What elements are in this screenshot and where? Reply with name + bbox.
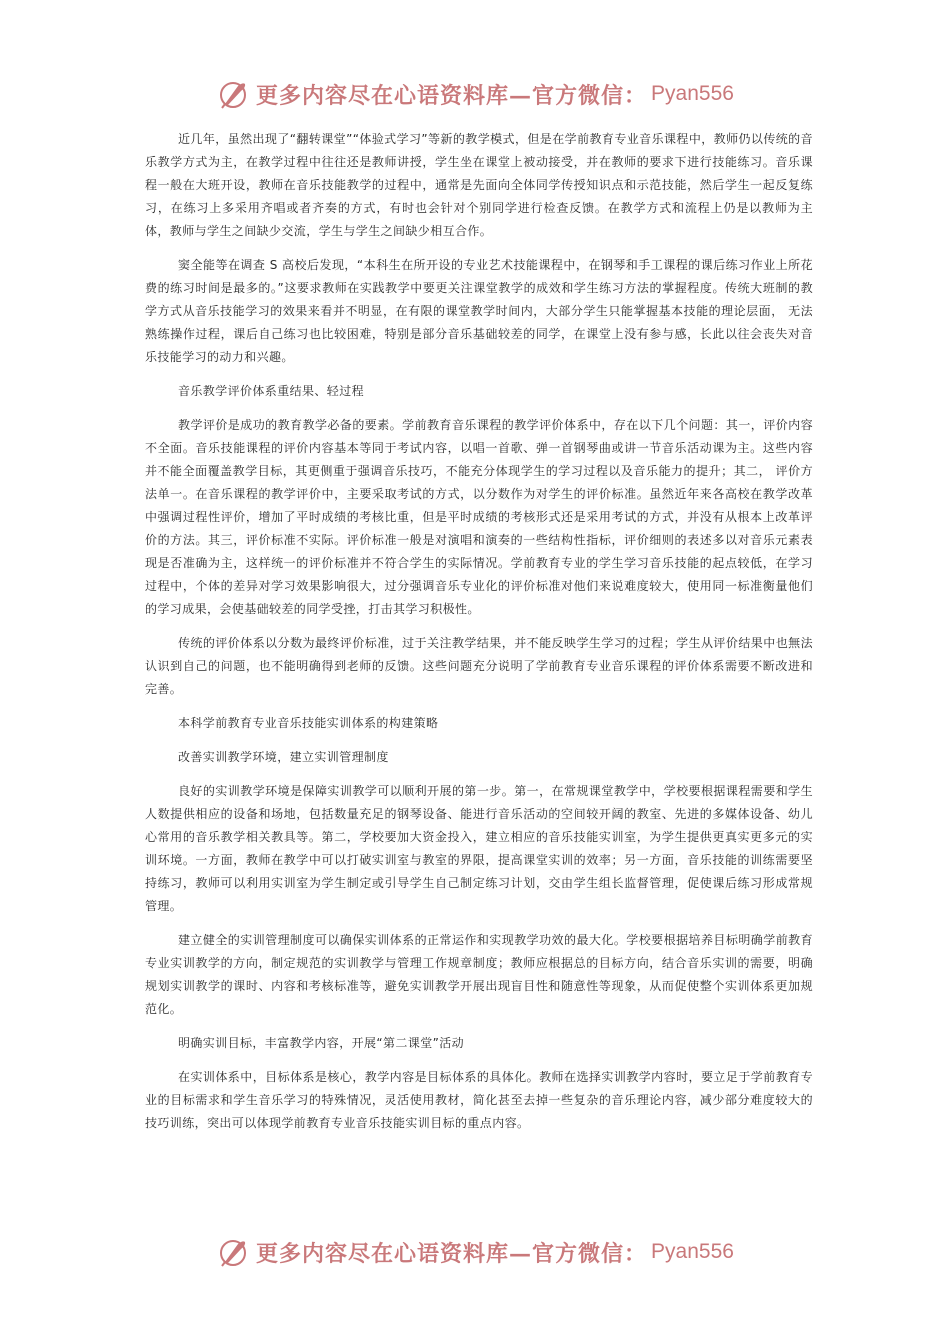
section-heading: 本科学前教育专业音乐技能实训体系的构建策略 bbox=[178, 716, 439, 730]
paragraph: 在实训体系中，目标体系是核心，教学内容是目标体系的具体化。教师在选择实训教学内容时，要立足于学前教育专业的目标需求和学生音乐学习的特殊情况，灵活使用教材，简化甚至去掉一些复杂的音乐理论内容，减少部分难度较大的技巧训练，突出可以体现学前教育专业音乐技能实训目标的重点内容。 bbox=[145, 1070, 813, 1130]
banner-wechat-id: Pyan556 bbox=[651, 1240, 734, 1263]
paragraph: 教学评价是成功的教育教学必备的要素。学前教育音乐课程的教学评价体系中，存在以下几个问题：其一，评价内容不全面。音乐技能课程的评价内容基本等同于考试内容，以唱一首歌、弹一首钢琴曲或讲一节音乐活动课为主。这些内容并不能全面覆盖教学目标，其更侧重于强调音乐技巧，不能充分体现学生的学习过程以及音乐能力的提升；其二， 评价方法单一。在音乐课程的教学评价中，主要采取考试的方式，以分数作为对学生的评价标准。虽然近年来各高校在教学改革中强调过程性评价，增加了平时成绩的考核比重，但是平时成绩的考核形式还是采用考试的方式，并没有从根本上改革评价的方法。其三，评价标准不实际。评价标准一般是对演唱和演奏的一些结构性指标，评价细则的表述多以对音乐元素表现是否准确为主，这样统一的评价标准并不符合学生的实际情况。学前教育专业的学生学习音乐技能的起点较低，在学习过程中，个体的差异对学习效果影响很大，过分强调音乐专业化的评价标准对他们来说难度较大，使用同一标准衡量他们的学习成果，会使基础较差的同学受挫，打击其学习积极性。 bbox=[145, 418, 813, 616]
paragraph: 窦全能等在调查 S 高校后发现，“本科生在所开设的专业艺术技能课程中，在钢琴和手工课程的课后练习作业上所花费的练习时间是最多的。”这要求教师在实践教学中要更关注课堂教学的成效和学生练习方法的掌握程度。传统大班制的教学方式从音乐技能学习的效果来看并不明显，在有限的课堂教学时间内，大部分学生只能掌握基本技能的理论层面， 无法熟练操作过程，课后自己练习也比较困难，特别是部分音乐基础较差的同学，在课堂上没有参与感，长此以往会丧失对音乐技能学习的动力和兴趣。 bbox=[145, 258, 813, 364]
section-heading: 音乐教学评价体系重结果、轻过程 bbox=[178, 384, 365, 398]
banner-text: 更多内容尽在心语资料库—官方微信： bbox=[256, 82, 648, 109]
paragraph: 近几年，虽然出现了“翻转课堂”“体验式学习”等新的教学模式，但是在学前教育专业音乐课程中，教师仍以传统的音乐教学方式为主，在教学过程中往往还是教师讲授，学生坐在课堂上被动接受，并在教师的要求下进行技能练习。音乐课程一般在大班开设，教师在音乐技能教学的过程中，通常是先面向全体同学传授知识点和示范技能，然后学生一起反复练习，在练习上多采用齐唱或者齐奏的方式，有时也会针对个别同学进行检查反馈。在教学方式和流程上仍是以教师为主体，教师与学生之间缺少交流，学生与学生之间缺少相互合作。 bbox=[145, 132, 813, 238]
header-banner bbox=[0, 74, 950, 114]
document-body bbox=[145, 128, 813, 1146]
banner-text: 更多内容尽在心语资料库—官方微信： bbox=[256, 1240, 648, 1267]
section-heading: 明确实训目标，丰富教学内容，开展“第二课堂”活动 bbox=[178, 1036, 465, 1050]
paragraph: 传统的评价体系以分数为最终评价标准，过于关注教学结果，并不能反映学生学习的过程；学生从评价结果中也無法认识到自己的问题，也不能明确得到老师的反馈。这些问题充分说明了学前教育专业音乐课程的评价体系需要不断改进和完善。 bbox=[145, 636, 813, 696]
banner-wechat-id: Pyan556 bbox=[651, 82, 734, 105]
quill-pen-logo-icon bbox=[216, 1235, 250, 1269]
footer-banner bbox=[0, 1232, 950, 1272]
paragraph: 良好的实训教学环境是保障实训教学可以顺利开展的第一步。第一，在常规课堂教学中，学校要根据课程需要和学生人数提供相应的设备和场地，包括数量充足的钢琴设备、能进行音乐活动的空间较开阔的教室、先进的多媒体设备、幼儿心常用的音乐教学相关教具等。第二，学校要加大资金投入，建立相应的音乐技能实训室，为学生提供更真实更多元的实训环境。一方面，教师在教学中可以打破实训室与教室的界限，提高课堂实训的效率；另一方面，音乐技能的训练需要坚持练习，教师可以利用实训室为学生制定或引导学生自己制定练习计划，交由学生组长监督管理，促使课后练习形成常规管理。 bbox=[145, 784, 813, 913]
quill-pen-logo-icon bbox=[216, 77, 250, 111]
paragraph: 建立健全的实训管理制度可以确保实训体系的正常运作和实现教学功效的最大化。学校要根据培养目标明确学前教育专业实训教学的方向，制定规范的实训教学与管理工作规章制度；教师应根据总的目标方向，结合音乐实训的需要，明确规划实训教学的课时、内容和考核标准等，避免实训教学开展出现盲目性和随意性等现象，从而促使整个实训体系更加规范化。 bbox=[145, 933, 813, 1016]
section-heading: 改善实训教学环境，建立实训管理制度 bbox=[178, 750, 389, 764]
